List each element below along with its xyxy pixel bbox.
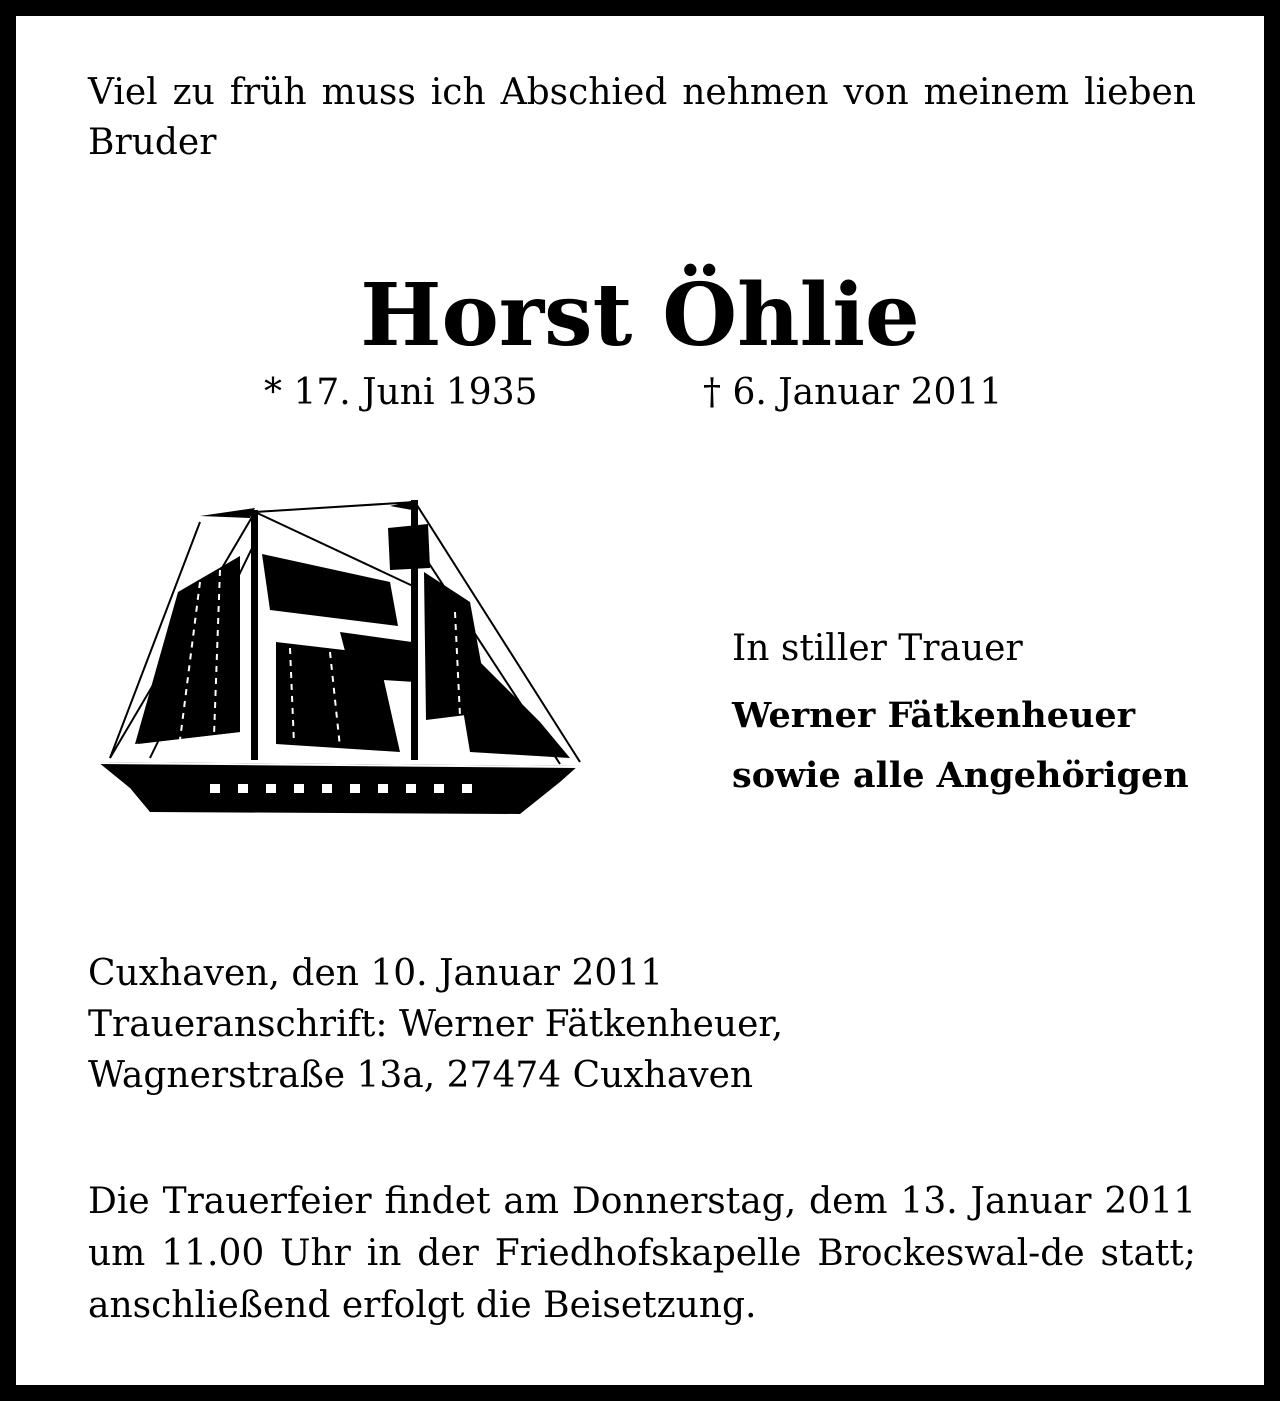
birth-date: * 17. Juni 1935 bbox=[264, 372, 538, 413]
deceased-name: Horst Öhlie bbox=[360, 265, 920, 366]
mourning-phrase: In stiller Trauer bbox=[732, 628, 1023, 669]
address-line-2: Wagnerstraße 13a, 27474 Cuxhaven bbox=[88, 1055, 754, 1096]
mourner-relatives: sowie alle Angehörigen bbox=[732, 755, 1189, 796]
sailing-ship-icon bbox=[90, 482, 586, 814]
mourner-name: Werner Fätkenheuer bbox=[732, 695, 1136, 736]
address-line-1: Traueranschrift: Werner Fätkenheuer, bbox=[88, 1004, 784, 1045]
place-date: Cuxhaven, den 10. Januar 2011 bbox=[88, 953, 664, 994]
obituary-notice bbox=[16, 16, 1264, 1385]
ceremony-text: Die Trauerfeier findet am Donnerstag, dem 13. Januar 2011 um 11.00 Uhr in der Friedhofskapelle Brockeswal-de statt; anschließend erfolgt die Beisetzung. bbox=[88, 1181, 1196, 1326]
death-date: † 6. Januar 2011 bbox=[703, 372, 1003, 413]
place-address-block bbox=[88, 948, 1196, 1101]
intro-text: Viel zu früh muss ich Abschied nehmen von meinem lieben Bruder bbox=[88, 72, 1196, 163]
